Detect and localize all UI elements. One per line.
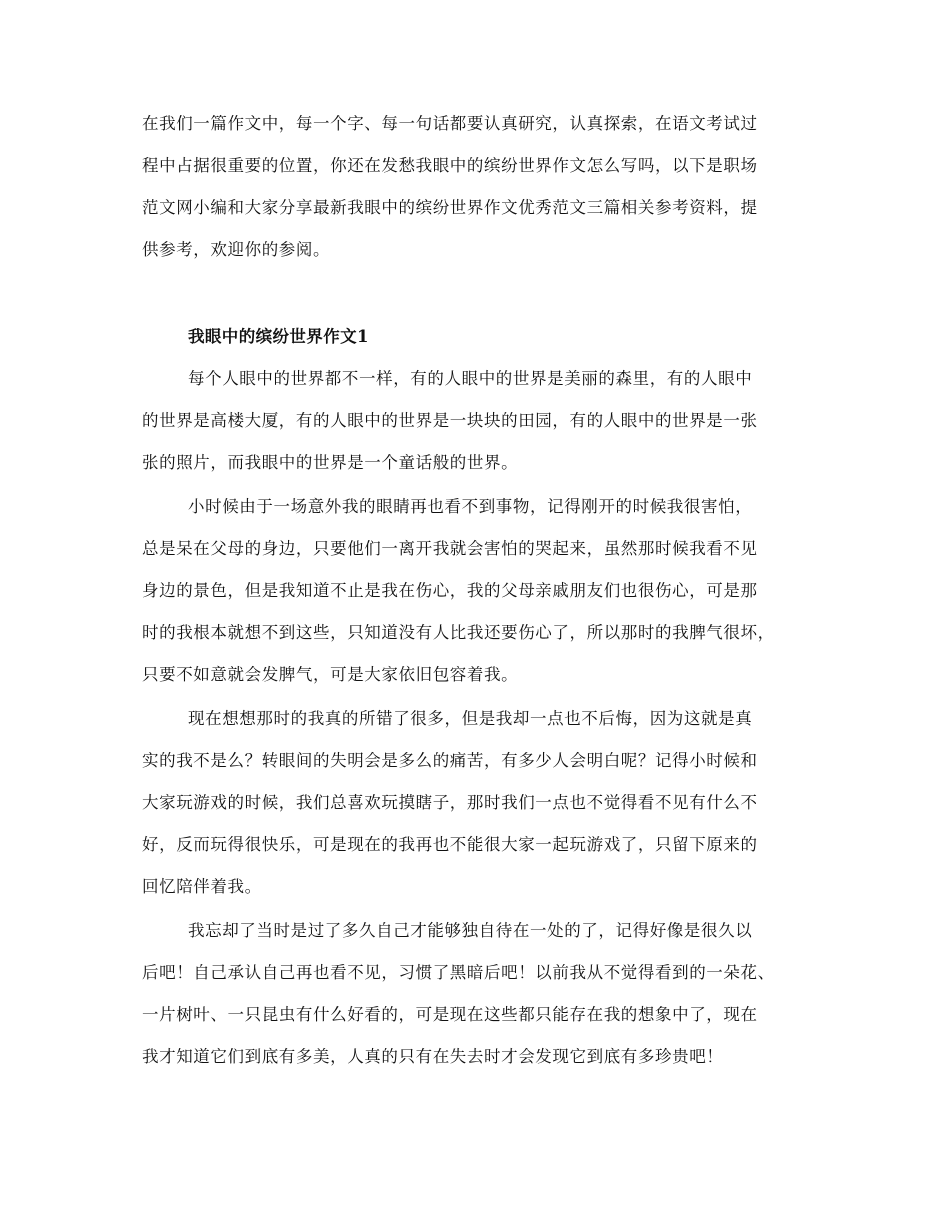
paragraph-line: 后吧！自己承认自己再也看不见，习惯了黑暗后吧！以前我从不觉得看到的一朵花、 <box>142 963 775 982</box>
paragraph-line: 我才知道它们到底有多美，人真的只有在失去时才会发现它到底有多珍贵吧！ <box>142 1047 724 1066</box>
intro-line: 范文网小编和大家分享最新我眼中的缤纷世界作文优秀范文三篇相关参考资料，提 <box>142 198 758 217</box>
paragraph-line: 身边的景色，但是我知道不止是我在伤心，我的父母亲戚朋友们也很伤心，可是那 <box>142 581 758 600</box>
paragraph-line: 只要不如意就会发脾气，可是大家依旧包容着我。 <box>142 665 519 684</box>
paragraph-line: 的世界是高楼大厦，有的人眼中的世界是一块块的田园，有的人眼中的世界是一张 <box>142 411 758 430</box>
paragraph-line: 现在想想那时的我真的所错了很多，但是我却一点也不后悔，因为这就是真 <box>188 709 753 728</box>
paragraph-line: 一片树叶、一只昆虫有什么好看的，可是现在这些都只能存在我的想象中了，现在 <box>142 1005 758 1024</box>
paragraph-line: 好，反而玩得很快乐，可是现在的我再也不能很大家一起玩游戏了，只留下原来的 <box>142 835 758 854</box>
paragraph-line: 回忆陪伴着我。 <box>142 877 262 896</box>
paragraph-line: 时的我根本就想不到这些，只知道没有人比我还要伤心了，所以那时的我脾气很坏， <box>142 623 775 642</box>
paragraph-line: 我忘却了当时是过了多久自己才能够独自待在一处的了，记得好像是很久以 <box>188 921 753 940</box>
paragraph-line: 小时候由于一场意外我的眼睛再也看不到事物，记得刚开的时候我很害怕， <box>188 497 753 516</box>
section-title: 我眼中的缤纷世界作文1 <box>188 327 369 346</box>
paragraph-line: 实的我不是么？转眼间的失明会是多么的痛苦，有多少人会明白呢？记得小时候和 <box>142 751 758 770</box>
paragraph-line: 张的照片，而我眼中的世界是一个童话般的世界。 <box>142 453 519 472</box>
intro-line: 在我们一篇作文中，每一个字、每一句话都要认真研究，认真探索，在语文考试过 <box>142 114 758 133</box>
paragraph-line: 每个人眼中的世界都不一样，有的人眼中的世界是美丽的森里，有的人眼中 <box>188 369 753 388</box>
intro-line: 供参考，欢迎你的参阅。 <box>142 240 331 259</box>
paragraph-line: 大家玩游戏的时候，我们总喜欢玩摸瞎子，那时我们一点也不觉得看不见有什么不 <box>142 793 758 812</box>
intro-line: 程中占据很重要的位置，你还在发愁我眼中的缤纷世界作文怎么写吗，以下是职场 <box>142 156 758 175</box>
paragraph-line: 总是呆在父母的身边，只要他们一离开我就会害怕的哭起来，虽然那时候我看不见 <box>142 539 758 558</box>
